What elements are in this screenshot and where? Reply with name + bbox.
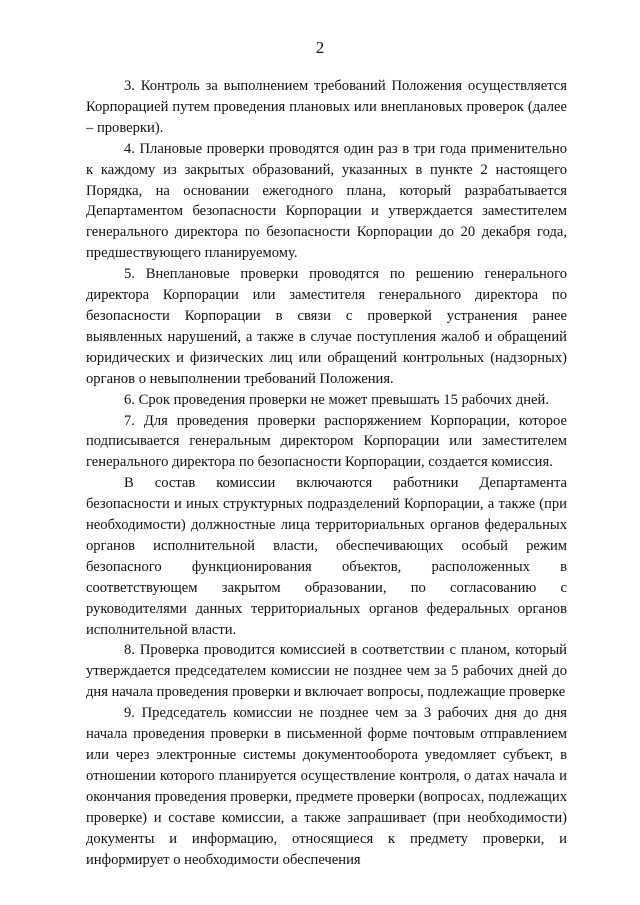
paragraph-7-commission: 7. Для проведения проверки распоряжением Корпорации, которое подписывается генеральным директором Корпорации или заместителем генерального директора по безопасности Корпорации, создается комиссия.: [86, 412, 567, 471]
page-number: 2: [315, 38, 325, 57]
paragraph-6-inspection-term: 6. Срок проведения проверки не может превышать 15 рабочих дней.: [124, 391, 549, 408]
paragraph-commission-members: В состав комиссии включаются работники Департамента безопасности и иных структурных подразделений Корпорации, а также (при необходимости) должностные лица территориальных органов федеральных органов исполнительной власти, обеспечивающих особый режим безопасного функционирования объектов, расположенных в соответствующем закрытом образовании, по согласованию с руководителями данных территориальных органов федеральных органов исполнительной власти.: [86, 475, 567, 638]
paragraph-8-inspection-plan: 8. Проверка проводится комиссией в соответствии с планом, который утверждается председателем комиссии не позднее чем за 5 рабочих дней до дня начала проведения проверки и включает вопросы, подлежащие проверке: [86, 642, 567, 701]
paragraph-4-planned-inspections: 4. Плановые проверки проводятся один раз в три года применительно к каждому из закрытых образований, указанных в пункте 2 настоящего Порядка, на основании ежегодного плана, который разрабатывается Департаментом безопасности Корпорации и утверждается заместителем генерального директора по безопасности Корпорации до 20 декабря года, предшествующего планируемому.: [86, 140, 567, 262]
document-body: [86, 76, 567, 870]
paragraph-3-control: 3. Контроль за выполнением требований Положения осуществляется Корпорацией путем проведения плановых или внеплановых проверок (далее – проверки).: [86, 78, 567, 136]
paragraph-5-unplanned-inspections: 5. Внеплановые проверки проводятся по решению генерального директора Корпорации или заместителя генерального директора по безопасности Корпорации в связи с проверкой устранения ранее выявленных нарушений, а также в случае поступления жалоб и обращений юридических и физических лиц или обращений контрольных (надзорных) органов о невыполнении требований Положения.: [86, 266, 567, 387]
paragraph-9-notification: 9. Председатель комиссии не позднее чем за 3 рабочих дня до дня начала проведения проверки в письменной форме почтовым отправлением или через электронные системы документооборота уведомляет субъект, в отношении которого планируется осуществление контроля, о датах начала и окончания проведения проверки, предмете проверки (вопросах, подлежащих проверке) и составе комиссии, а также запрашивает (при необходимости) документы и информацию, относящиеся к предмету проверки, и информирует о необходимости обеспечения: [86, 705, 567, 868]
